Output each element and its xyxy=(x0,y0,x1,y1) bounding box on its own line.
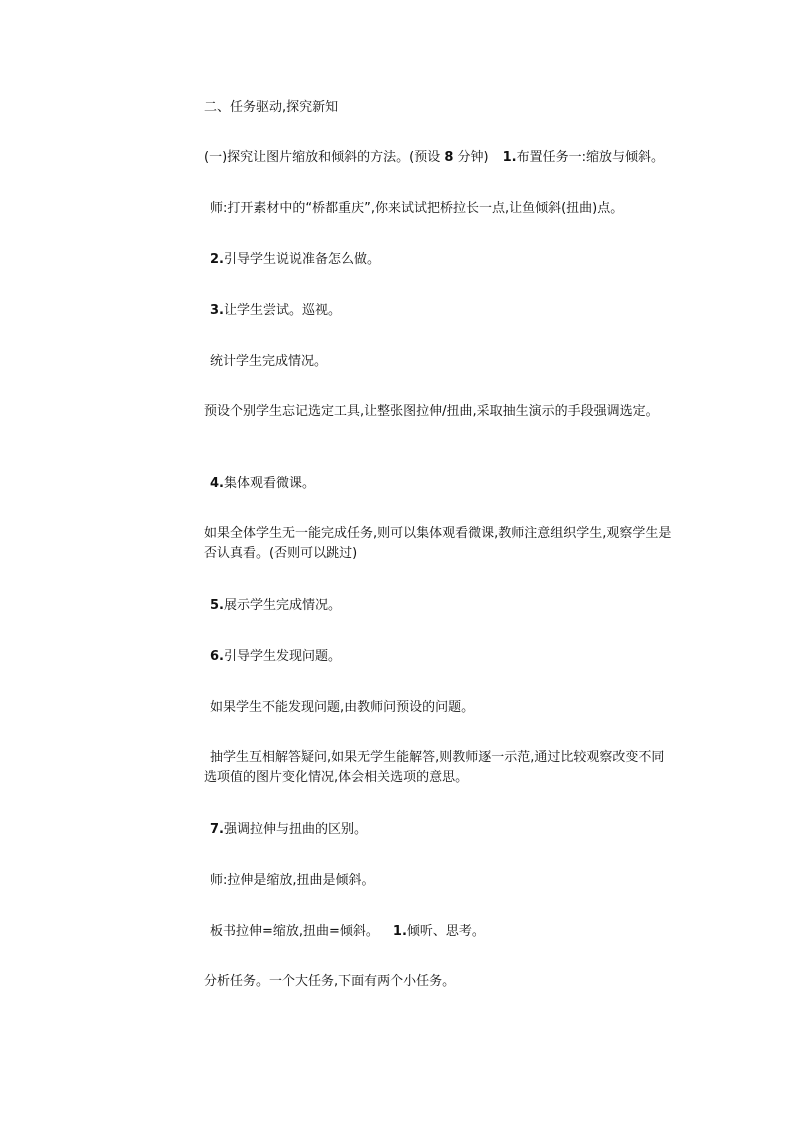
step-7-text: 强调拉伸与扭曲的区别。 xyxy=(223,822,367,837)
teacher-instruction-text: 师:打开素材中的“桥都重庆”,你来试试把桥拉长一点,让鱼倾斜(扭曲)点。 xyxy=(210,201,624,216)
step-3-text: 让学生尝试。巡视。 xyxy=(223,303,341,318)
step-2-number: 2. xyxy=(210,252,224,267)
step-6-number: 6. xyxy=(210,649,224,664)
step-5-text: 展示学生完成情况。 xyxy=(223,598,341,613)
section-heading-text: 二、任务驱动,探究新知 xyxy=(204,100,339,115)
task1-text: 布置任务一:缩放与倾斜。 xyxy=(516,150,664,165)
step-5 xyxy=(210,596,690,616)
preset-paragraph-text: 预设个别学生忘记选定工具,让整张图拉伸/扭曲,采取抽生演示的手段强调选定。 xyxy=(204,404,659,419)
step-2 xyxy=(210,250,690,270)
step-5-number: 5. xyxy=(210,598,224,613)
step-2-text: 引导学生说说准备怎么做。 xyxy=(223,252,380,267)
if-not-line xyxy=(210,698,690,718)
section-heading xyxy=(204,98,684,118)
board-writing xyxy=(210,922,690,942)
sub-heading-suffix: 分钟) xyxy=(453,150,489,165)
micro-lesson-paragraph xyxy=(204,524,674,564)
mutual-answer-paragraph xyxy=(204,748,674,788)
listen-text: 倾听、思考。 xyxy=(406,924,485,939)
mutual-answer-text: 抽学生互相解答疑问,如果无学生能解答,则教师逐一示范,通过比较观察改变不同选项值的图片变化情况,体会相关选项的意思。 xyxy=(204,750,665,785)
step-3-number: 3. xyxy=(210,303,224,318)
sub-heading-text: (一)探究让图片缩放和倾斜的方法。(预设 xyxy=(204,150,445,165)
teacher-instruction xyxy=(210,199,690,219)
analysis-line xyxy=(204,972,684,992)
teacher-line-2 xyxy=(210,871,690,891)
step-6-text: 引导学生发现问题。 xyxy=(223,649,341,664)
step-7 xyxy=(210,820,690,840)
step-3 xyxy=(210,301,690,321)
statistics-text: 统计学生完成情况。 xyxy=(210,354,328,369)
if-not-text: 如果学生不能发现问题,由教师问预设的问题。 xyxy=(210,700,475,715)
sub-heading xyxy=(204,148,684,168)
listen-number: 1. xyxy=(392,924,407,939)
step-7-number: 7. xyxy=(210,822,224,837)
teacher-line-2-text: 师:拉伸是缩放,扭曲是倾斜。 xyxy=(210,873,375,888)
step-4-text: 集体观看微课。 xyxy=(223,476,315,491)
step-4-number: 4. xyxy=(210,476,224,491)
micro-lesson-text: 如果全体学生无一能完成任务,则可以集体观看微课,教师注意组织学生,观察学生是否认真看。(否则可以跳过) xyxy=(204,526,672,561)
board-writing-text: 板书拉伸=缩放,扭曲=倾斜。 xyxy=(210,924,379,939)
task1-number: 1. xyxy=(502,150,517,165)
statistics-line xyxy=(210,352,690,372)
step-4 xyxy=(210,474,690,494)
preset-paragraph xyxy=(204,402,674,422)
analysis-text: 分析任务。一个大任务,下面有两个小任务。 xyxy=(204,974,456,989)
step-6 xyxy=(210,647,690,667)
sub-heading-minutes: 8 xyxy=(444,150,454,165)
